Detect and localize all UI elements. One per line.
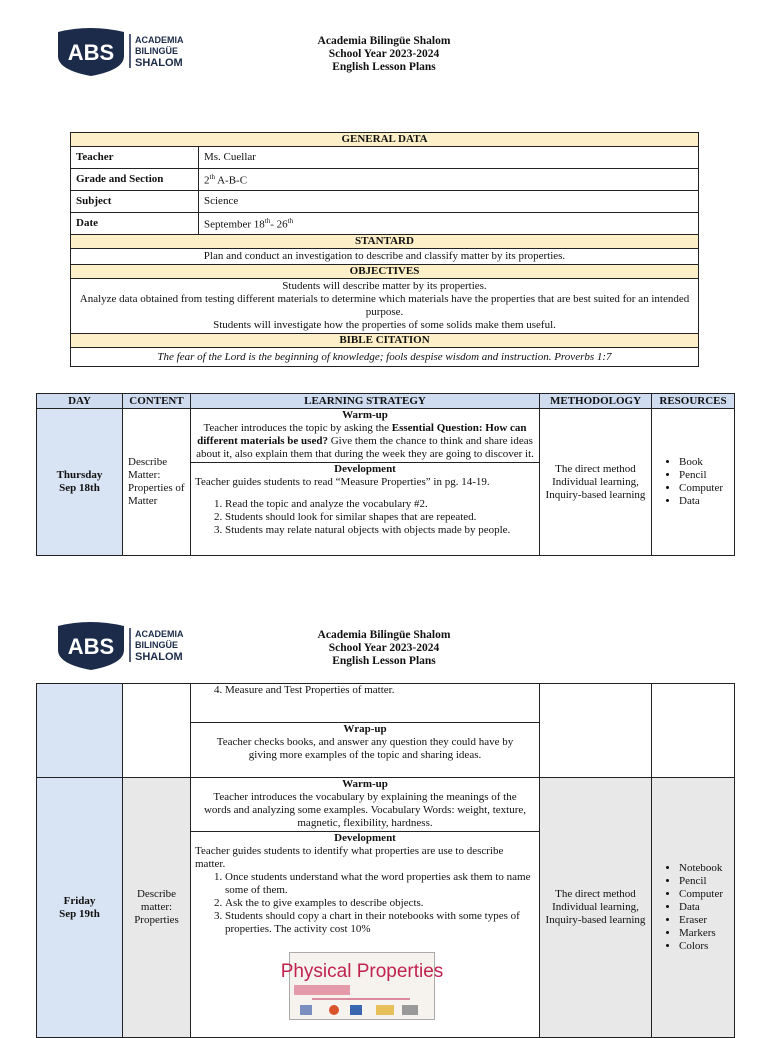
warmup-title: Warm-up — [342, 778, 388, 790]
development-steps — [191, 871, 539, 936]
list-item: 3. Students should copy a chart in their notebooks with some types of properties. The activity cost 10% — [225, 910, 539, 936]
resources-thursday — [652, 409, 735, 556]
lesson-plan-table-continued — [36, 683, 735, 1038]
list-item: 1. Once students understand what the word properties ask them to name some of them. — [225, 871, 539, 897]
list-item: • Computer — [679, 888, 729, 901]
content-friday: Describe matter: Properties — [123, 778, 191, 1038]
svg-text:Physical Properties: Physical Properties — [280, 961, 444, 982]
school-year: School Year 2023-2024 — [328, 48, 440, 60]
warmup-text: Teacher introduces the vocabulary by explaining the meanings of the words and analyzing some examples. Vocabulary Words: weight, texture, magnetic, flexibility, hardness. — [203, 791, 526, 829]
methodology-friday: The direct method Individual learning, Inquiry-based learning — [540, 778, 652, 1038]
school-year: School Year 2023-2024 — [328, 642, 440, 654]
list-item: • Data — [679, 901, 729, 914]
list-item: 2. Students should look for similar shapes that are repeated. — [225, 511, 539, 524]
col-resources: RESOURCES — [652, 394, 735, 409]
svg-text:SHALOM: SHALOM — [135, 651, 183, 663]
development-text: Teacher guides students to read “Measure Properties” in pg. 14-19. — [195, 476, 490, 488]
grade-label: Grade and Section — [71, 169, 199, 191]
content-thursday-cont — [123, 684, 191, 778]
school-info — [284, 35, 484, 74]
svg-text:ACADEMIA: ACADEMIA — [135, 35, 184, 45]
svg-text:SHALOM: SHALOM — [135, 57, 183, 69]
warmup-title: Warm-up — [342, 409, 388, 421]
teacher-label: Teacher — [71, 147, 199, 169]
bible-text: The fear of the Lord is the beginning of knowledge; fools despise wisdom and instruction. Proverbs 1:7 — [71, 348, 699, 367]
school-logo — [54, 620, 194, 676]
col-day: DAY — [37, 394, 123, 409]
svg-text:BILINGÜE: BILINGÜE — [135, 640, 179, 650]
list-item: 3. Students may relate natural objects with objects made by people. — [225, 524, 539, 537]
development-steps — [191, 498, 539, 537]
general-data-title: GENERAL DATA — [71, 133, 699, 147]
date-value: September 18th- 26th — [199, 213, 699, 235]
grade-value: 2th A-B-C — [199, 169, 699, 191]
page-header — [0, 24, 768, 114]
wrapup-text: Teacher checks books, and answer any question they could have by giving more examples of the topic and sharing ideas. — [216, 736, 514, 761]
logo-icon — [54, 26, 194, 82]
warmup-text: Teacher introduces the topic by asking the Essential Question: How can different materials be used? Give them the chance to think and share ideas about it, also explain them that during the week they are going to discover it. — [196, 422, 534, 460]
list-item: • Book — [679, 456, 729, 469]
day-thursday: Thursday Sep 18th — [37, 409, 123, 556]
list-item: 1. Read the topic and analyze the vocabulary #2. — [225, 498, 539, 511]
svg-text:BILINGÜE: BILINGÜE — [135, 46, 179, 56]
col-methodology: METHODOLOGY — [540, 394, 652, 409]
strategy-friday — [191, 778, 540, 1038]
day-thursday-cont — [37, 684, 123, 778]
physical-properties-chart-photo — [280, 952, 444, 1020]
general-data-table — [70, 132, 699, 367]
doc-title: English Lesson Plans — [332, 655, 436, 667]
bible-title: BIBLE CITATION — [71, 334, 699, 348]
school-name: Academia Bilingüe Shalom — [317, 629, 451, 641]
development-title: Development — [334, 463, 396, 475]
list-item: • Notebook — [679, 862, 729, 875]
development-steps-cont — [191, 684, 539, 722]
col-content: CONTENT — [123, 394, 191, 409]
date-label: Date — [71, 213, 199, 235]
col-strategy: LEARNING STRATEGY — [191, 394, 540, 409]
school-logo — [54, 26, 194, 82]
methodology-thursday-cont — [540, 684, 652, 778]
objectives-title: OBJECTIVES — [71, 265, 699, 279]
chart-photo-icon — [280, 953, 444, 1019]
doc-title: English Lesson Plans — [332, 61, 436, 73]
logo-icon — [54, 620, 194, 676]
list-item: 2. Ask the to give examples to describe objects. — [225, 897, 539, 910]
school-info — [284, 629, 484, 668]
list-item: • Computer — [679, 482, 729, 495]
content-thursday: Describe Matter: Properties of Matter — [123, 409, 191, 556]
teacher-value: Ms. Cuellar — [199, 147, 699, 169]
list-item: • Colors — [679, 940, 729, 953]
school-name: Academia Bilingüe Shalom — [317, 35, 451, 47]
svg-text:ABS: ABS — [67, 40, 115, 65]
svg-text:ABS: ABS — [67, 634, 115, 659]
subject-value: Science — [199, 191, 699, 213]
objectives-text: Students will describe matter by its properties. Analyze data obtained from testing different materials to determine which materials have the properties that are best suited for an intended purpose. Students will investigate how the properties of some solids make them useful. — [71, 279, 699, 334]
standard-text: Plan and conduct an investigation to describe and classify matter by its properties. — [71, 249, 699, 265]
list-item: • Eraser — [679, 914, 729, 927]
resources-thursday-cont — [652, 684, 735, 778]
list-item: 4. Measure and Test Properties of matter. — [225, 684, 539, 697]
methodology-thursday: The direct method Individual learning, Inquiry-based learning — [540, 409, 652, 556]
strategy-thursday — [191, 409, 540, 556]
list-item: • Data — [679, 495, 729, 508]
resources-friday — [652, 778, 735, 1038]
development-text: Teacher guides students to identify what properties are use to describe matter. — [195, 845, 504, 870]
day-friday: Friday Sep 19th — [37, 778, 123, 1038]
list-item: • Markers — [679, 927, 729, 940]
strategy-thursday-cont — [191, 684, 540, 778]
svg-text:ACADEMIA: ACADEMIA — [135, 629, 184, 639]
wrapup-title: Wrap-up — [343, 723, 387, 735]
standard-title: STANTARD — [71, 235, 699, 249]
list-item: • Pencil — [679, 875, 729, 888]
development-title: Development — [334, 832, 396, 844]
subject-label: Subject — [71, 191, 199, 213]
list-item: • Pencil — [679, 469, 729, 482]
lesson-plan-table — [36, 393, 735, 556]
